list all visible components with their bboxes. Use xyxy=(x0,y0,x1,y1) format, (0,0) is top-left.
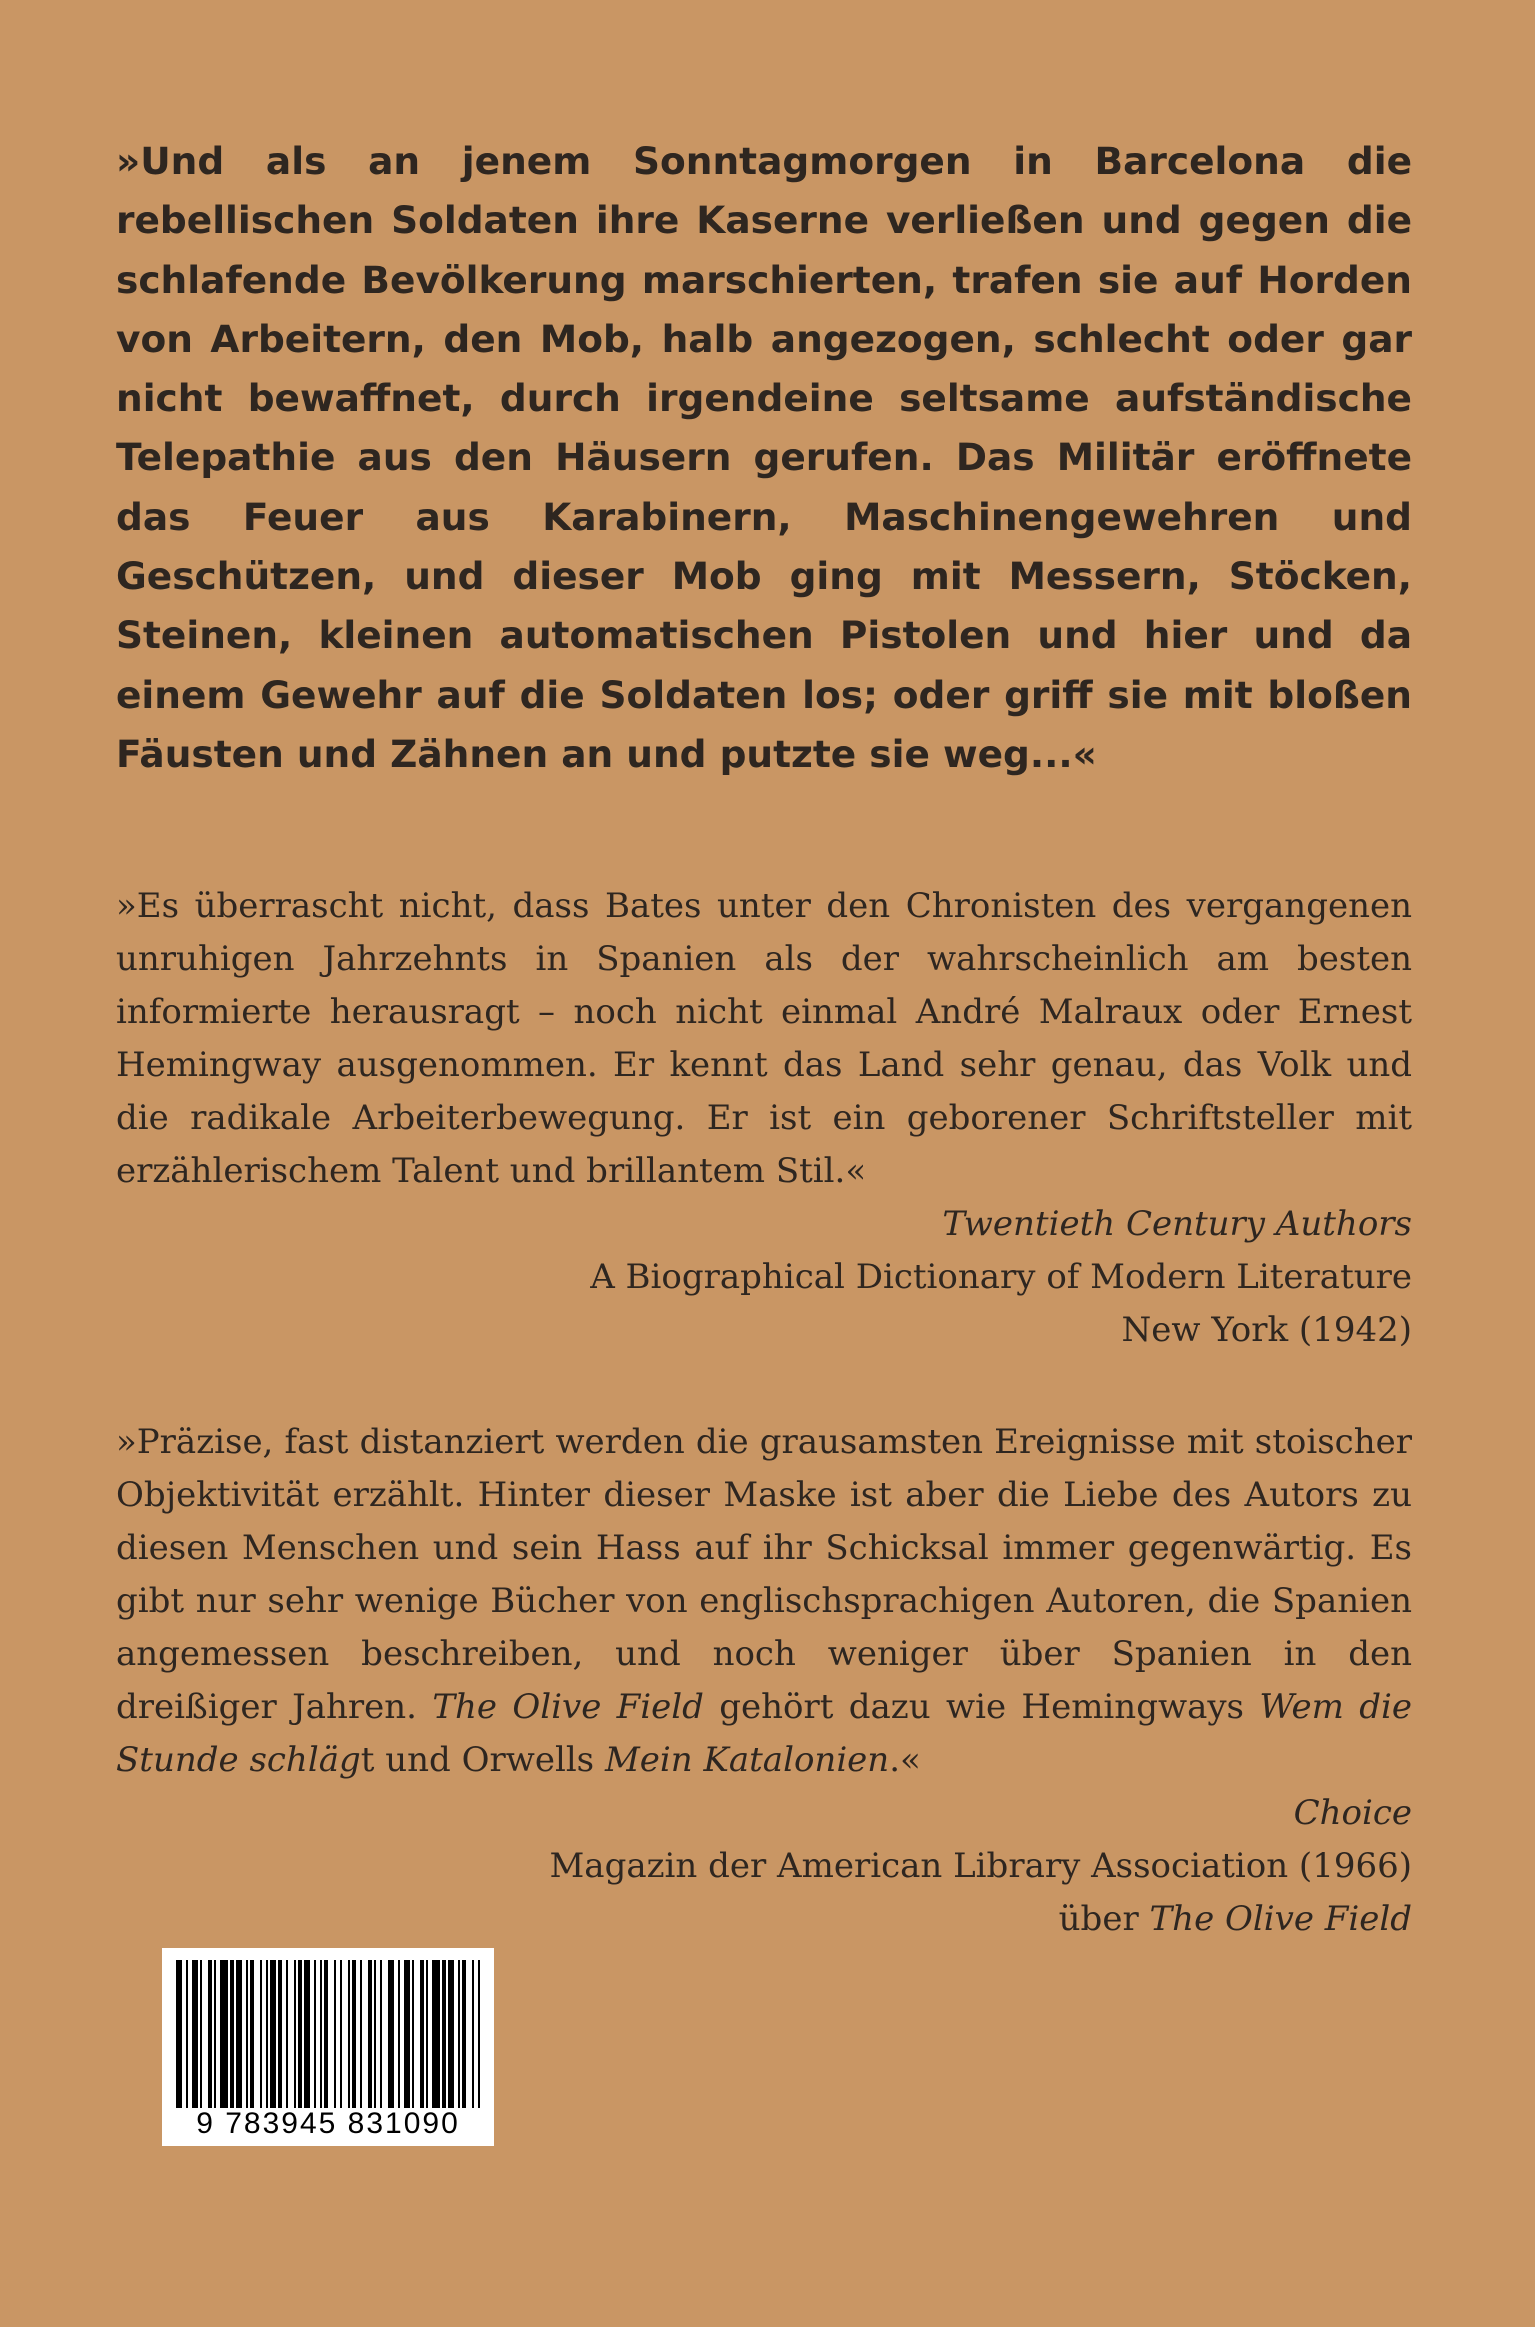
barcode-bar xyxy=(200,1960,202,2108)
barcode-bar xyxy=(348,1960,350,2108)
barcode-bar xyxy=(298,1960,302,2108)
review-choice xyxy=(116,1416,1412,1946)
review-source-subtitle: A Biographical Dictionary of Modern Literature xyxy=(590,1257,1412,1297)
barcode-bar xyxy=(286,1960,288,2108)
barcode-bar xyxy=(270,1960,276,2108)
isbn-barcode xyxy=(162,1948,494,2146)
barcode-bar xyxy=(458,1960,460,2108)
barcode-bar xyxy=(294,1960,296,2108)
barcode-bar xyxy=(220,1960,228,2108)
barcode-bar xyxy=(304,1960,310,2108)
barcode-bar xyxy=(176,1960,182,2108)
barcode-bar xyxy=(380,1960,382,2108)
barcode-bar xyxy=(432,1960,440,2108)
barcode-bar xyxy=(398,1960,400,2108)
barcode-bar xyxy=(320,1960,322,2108)
review-quote: »Es überrascht nicht, dass Bates unter den Chronisten des vergangenen unruhigen Jahrzehnts in Spanien als der wahrscheinlich am besten informierte herausragt – noch nicht einmal André Malraux oder Ernest Hemingway ausgenommen. Er kennt das Land sehr genau, das Volk und die radikale Arbeiterbewegung. Er ist ein geborener Schriftsteller mit erzählerischem Talent und brillantem Stil.« xyxy=(116,886,1412,1191)
barcode-bar xyxy=(352,1960,356,2108)
barcode-bar xyxy=(420,1960,424,2108)
about-prefix: über xyxy=(1058,1899,1150,1939)
about-title: The Olive Field xyxy=(1149,1899,1412,1939)
barcode-bar xyxy=(250,1960,254,2108)
barcode-bar xyxy=(368,1960,372,2108)
barcode-bar xyxy=(324,1960,328,2108)
review-source-magazine: Magazin der American Library Association (1966) xyxy=(549,1846,1412,1886)
barcode-bar xyxy=(260,1960,262,2108)
review-source-about xyxy=(116,1893,1412,1946)
barcode-bar xyxy=(314,1960,316,2108)
barcode-bar xyxy=(266,1960,268,2108)
barcode-bar xyxy=(214,1960,216,2108)
barcode-bar xyxy=(448,1960,454,2108)
barcode-bar xyxy=(246,1960,248,2108)
barcode-bar xyxy=(442,1960,446,2108)
barcode-bar xyxy=(478,1960,480,2108)
barcode-bar xyxy=(388,1960,394,2108)
isbn-number: 9 783945 831090 xyxy=(196,2107,460,2140)
intro-excerpt: »Und als an jenem Sonntagmorgen in Barcelona die rebellischen Soldaten ihre Kaserne verließen und gegen die schlafende Bevölkerung marschierten, trafen sie auf Horden von Arbeitern, den Mob, halb angezogen, schlecht oder gar nicht bewaffnet, durch irgendeine seltsame aufständische Telepathie aus den Häusern gerufen. Das Militär eröffnete das Feuer aus Karabinern, Maschinengewehren und Geschützen, und dieser Mob ging mit Messern, Stöcken, Steinen, kleinen automatischen Pistolen und hier und da einem Gewehr auf die Soldaten los; oder griff sie mit bloßen Fäusten und Zähnen an und putzte sie weg...« xyxy=(116,139,1412,776)
quote-text: »Präzise, fast distanziert werden die grausamsten Ereignisse mit stoischer Objektivität erzählt. Hinter dieser Maske ist aber die Liebe des Autors zu diesen Menschen und sein Hass auf ihr Schicksal immer gegenwärtig. Es gibt nur sehr wenige Bücher von englischsprachigen Autoren, die Spanien angemessen beschreiben, und noch weniger über Spanien in den dreißiger Jahren. xyxy=(116,1422,1412,1727)
barcode-bar xyxy=(230,1960,234,2108)
book-title: Mein Katalonien xyxy=(604,1740,890,1780)
quote-text: .« xyxy=(889,1740,921,1780)
review-quote xyxy=(116,1416,1412,1787)
barcode-bar xyxy=(462,1960,466,2108)
review-twentieth-century-authors xyxy=(116,880,1412,1357)
barcode-bar xyxy=(192,1960,198,2108)
barcode-bar xyxy=(472,1960,474,2108)
barcode-bar xyxy=(404,1960,410,2108)
barcode-bar xyxy=(360,1960,362,2108)
review-source-place: New York (1942) xyxy=(1121,1310,1412,1350)
barcode-bar xyxy=(186,1960,188,2108)
quote-text: gehört dazu wie Hemingways xyxy=(703,1687,1260,1727)
quote-text: t und Orwells xyxy=(360,1740,605,1780)
barcode-bar xyxy=(236,1960,242,2108)
barcode-bar xyxy=(278,1960,282,2108)
review-source-title: Twentieth Century Authors xyxy=(942,1204,1412,1244)
barcode-bar xyxy=(208,1960,212,2108)
barcode-bar xyxy=(426,1960,428,2108)
barcode-bar xyxy=(340,1960,342,2108)
barcode-bar xyxy=(412,1960,414,2108)
barcode-bar xyxy=(374,1960,376,2108)
barcode-bar xyxy=(334,1960,336,2108)
barcode-bars xyxy=(162,1948,494,2108)
book-title: The Olive Field xyxy=(432,1687,704,1727)
book-title: Wem die Stunde schläg xyxy=(116,1687,1413,1780)
review-source-name: Choice xyxy=(1293,1793,1412,1833)
